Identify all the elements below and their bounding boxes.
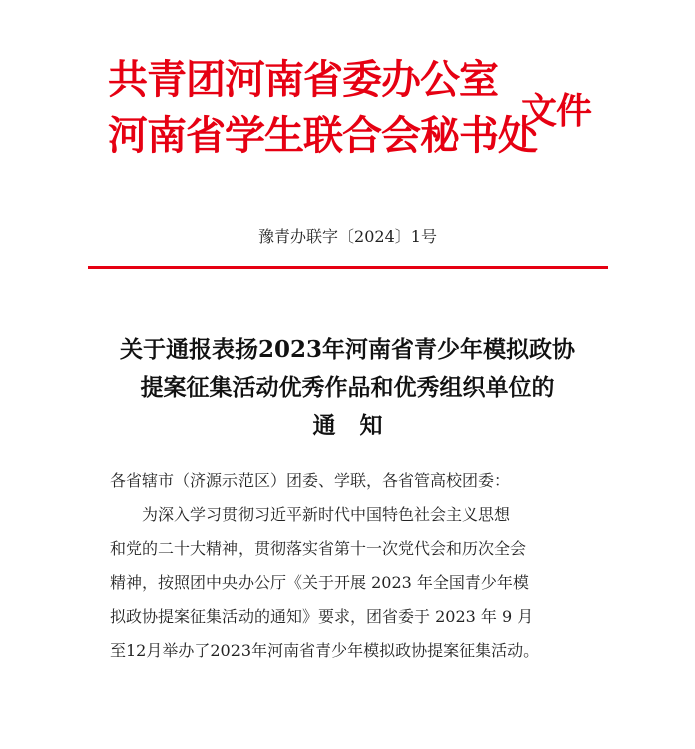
issuing-org-line-1: 共青团河南省委办公室 bbox=[108, 56, 498, 103]
body-line-3: 精神，按照团中央办公厅《关于开展 2023 年全国青少年模 bbox=[110, 573, 529, 592]
issuing-org-line-2: 河南省学生联合会秘书处 bbox=[108, 112, 537, 159]
salutation: 各省辖市（济源示范区）团委、学联，各省管高校团委： bbox=[110, 471, 511, 490]
body-line-4: 拟政协提案征集活动的通知》要求，团省委于 2023 年 9 月 bbox=[110, 607, 534, 626]
body-line-5: 至12月举办了2023年河南省青少年模拟政协提案征集活动。 bbox=[110, 641, 540, 660]
title-line-2: 提案征集活动优秀作品和优秀组织单位的 bbox=[140, 374, 555, 401]
document-suffix: 文件 bbox=[521, 90, 592, 132]
title-line-1: 关于通报表扬2023年河南省青少年模拟政协 bbox=[119, 336, 575, 363]
red-divider-line bbox=[88, 266, 608, 269]
body-line-2: 和党的二十大精神，贯彻落实省第十一次党代会和历次全会 bbox=[110, 539, 527, 558]
document-number: 豫青办联字〔2024〕1号 bbox=[258, 227, 437, 246]
title-line-3: 通知 bbox=[312, 412, 407, 439]
body-line-1: 为深入学习贯彻习近平新时代中国特色社会主义思想 bbox=[142, 505, 511, 524]
